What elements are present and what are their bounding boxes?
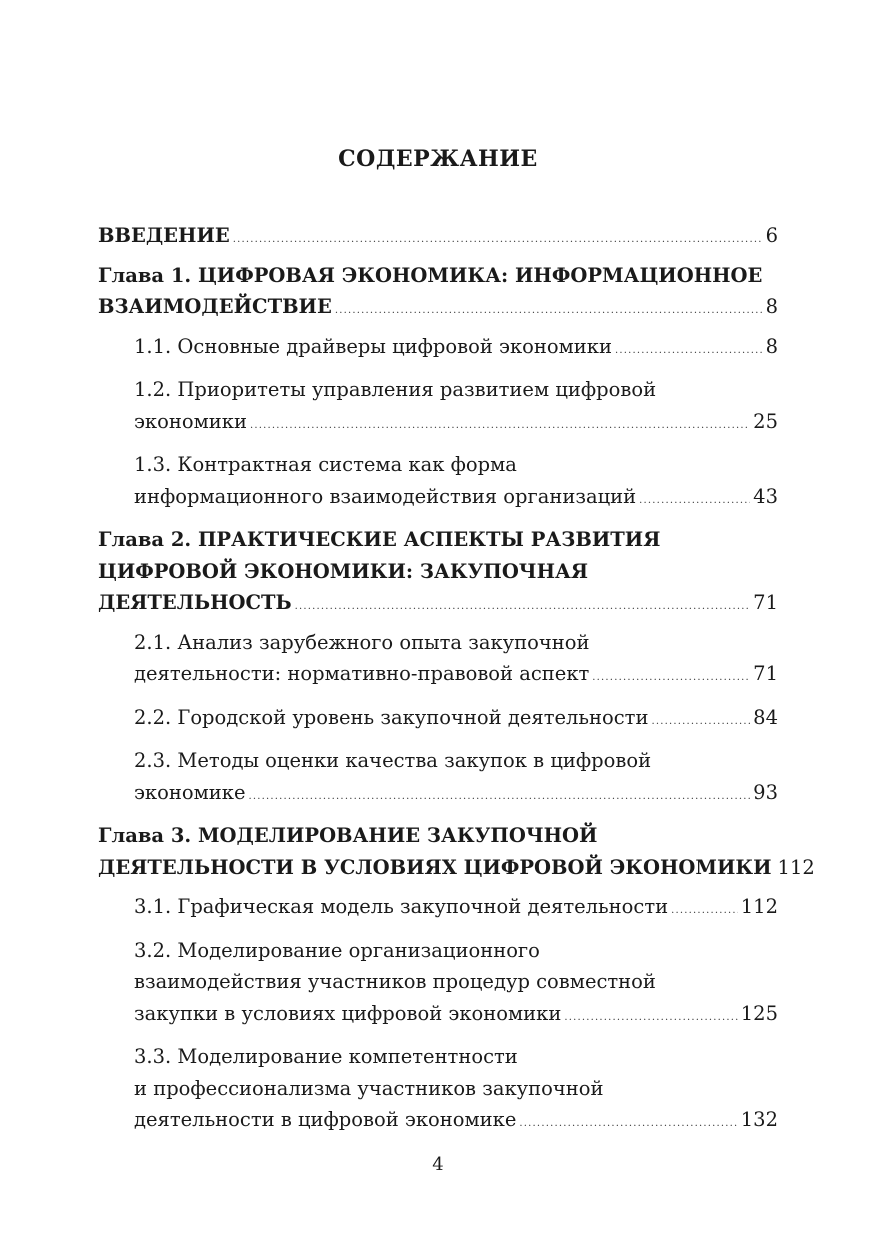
toc-entry-last-line: [134, 406, 778, 442]
toc-entry-chapter[interactable]: [98, 820, 815, 887]
toc-entry-last-line: [134, 658, 778, 694]
page-number: 4: [432, 1154, 444, 1175]
dot-leader: [335, 295, 763, 327]
toc-entry-section[interactable]: [98, 745, 778, 812]
toc-entry-last-line: [134, 481, 778, 517]
toc-page-number: 71: [753, 591, 778, 614]
dot-leader: [233, 224, 763, 256]
toc-entry-section[interactable]: [98, 891, 778, 927]
dot-leader: [651, 706, 750, 738]
toc-page-number: 8: [765, 295, 778, 318]
toc-entry-last-line: [134, 1104, 778, 1140]
toc-entry-line: ЦИФРОВОЙ ЭКОНОМИКИ: ЗАКУПОЧНАЯ: [98, 559, 589, 583]
dot-leader: [671, 895, 738, 927]
toc-entry-title: экономике: [134, 780, 246, 804]
toc-entry-title: 2.2. Городской уровень закупочной деятельности: [134, 705, 649, 729]
toc-entry-line: Глава 1. ЦИФРОВАЯ ЭКОНОМИКА: ИНФОРМАЦИОННОЕ: [98, 263, 763, 287]
toc-entry-line: 1.2. Приоритеты управления развитием цифровой: [134, 378, 657, 401]
table-of-contents: [98, 220, 815, 1148]
toc-page-number: 71: [753, 662, 778, 685]
dot-leader: [615, 335, 763, 367]
toc-entry-last-line: [134, 998, 778, 1034]
toc-page-number: 93: [753, 780, 778, 804]
toc-entry-last-line: [134, 777, 778, 813]
dot-leader: [248, 781, 750, 813]
toc-entry-section[interactable]: [98, 449, 778, 516]
toc-entry-title: ДЕЯТЕЛЬНОСТЬ: [98, 591, 292, 614]
toc-entry-title: ВЗАИМОДЕЙСТВИЕ: [98, 295, 332, 318]
toc-entry-line: Глава 2. ПРАКТИЧЕСКИЕ АСПЕКТЫ РАЗВИТИЯ: [98, 528, 661, 551]
dot-leader: [592, 662, 750, 694]
dot-leader: [639, 485, 750, 517]
dot-leader: [295, 591, 751, 623]
toc-entry-title: деятельности в цифровой экономике: [134, 1108, 517, 1131]
toc-entry-last-line: [134, 891, 778, 927]
dot-leader: [564, 1002, 737, 1034]
toc-entry-line: взаимодействия участников процедур совместной: [134, 970, 656, 993]
toc-entry-chapter[interactable]: [98, 220, 778, 256]
toc-page-number: 8: [765, 334, 778, 358]
toc-page-number: 84: [753, 705, 778, 729]
toc-entry-line: 2.3. Методы оценки качества закупок в цифровой: [134, 749, 652, 772]
toc-entry-line: 3.3. Моделирование компетентности: [134, 1045, 518, 1068]
toc-entry-last-line: [98, 587, 778, 623]
toc-page-number: 132: [740, 1108, 778, 1131]
toc-entry-title: закупки в условиях цифровой экономики: [134, 1001, 562, 1025]
toc-entry-last-line: [98, 852, 815, 888]
toc-entry-last-line: [98, 220, 778, 256]
toc-entry-line: 1.3. Контрактная система как форма: [134, 453, 517, 476]
toc-page-number: 25: [753, 409, 778, 433]
toc-entry-title: экономики: [134, 409, 247, 433]
toc-entry-line: и профессионализма участников закупочной: [134, 1076, 604, 1100]
toc-entry-chapter[interactable]: [98, 260, 778, 327]
toc-entry-title: 3.1. Графическая модель закупочной деятельности: [134, 895, 669, 918]
toc-entry-line: Глава 3. МОДЕЛИРОВАНИЕ ЗАКУПОЧНОЙ: [98, 824, 598, 847]
page-title: СОДЕРЖАНИЕ: [338, 146, 538, 172]
toc-entry-title: ВВЕДЕНИЕ: [98, 224, 230, 247]
toc-page-number: 112: [777, 855, 815, 879]
toc-page-number: 112: [740, 895, 778, 918]
toc-entry-section[interactable]: [98, 374, 778, 441]
toc-entry-section[interactable]: [98, 627, 778, 694]
toc-page-number: 43: [753, 484, 778, 508]
toc-entry-section[interactable]: [98, 1041, 778, 1140]
toc-entry-last-line: [134, 331, 778, 367]
toc-entry-title: информационного взаимодействия организаций: [134, 484, 637, 508]
dot-leader: [519, 1108, 737, 1140]
toc-entry-title: 1.1. Основные драйверы цифровой экономики: [134, 334, 612, 358]
toc-entry-last-line: [134, 702, 778, 738]
toc-page-number: 6: [765, 224, 778, 247]
toc-page-number: 125: [740, 1001, 778, 1025]
toc-entry-chapter[interactable]: [98, 524, 778, 623]
toc-entry-section[interactable]: [98, 331, 778, 367]
toc-entry-section[interactable]: [98, 935, 778, 1034]
toc-entry-last-line: [98, 291, 778, 327]
toc-entry-title: деятельности: нормативно-правовой аспект: [134, 662, 590, 685]
toc-entry-line: 2.1. Анализ зарубежного опыта закупочной: [134, 630, 590, 654]
toc-entry-section[interactable]: [98, 702, 778, 738]
toc-entry-line: 3.2. Моделирование организационного: [134, 938, 540, 962]
toc-entry-title: ДЕЯТЕЛЬНОСТИ В УСЛОВИЯХ ЦИФРОВОЙ ЭКОНОМИКИ: [98, 855, 772, 879]
dot-leader: [250, 410, 750, 442]
